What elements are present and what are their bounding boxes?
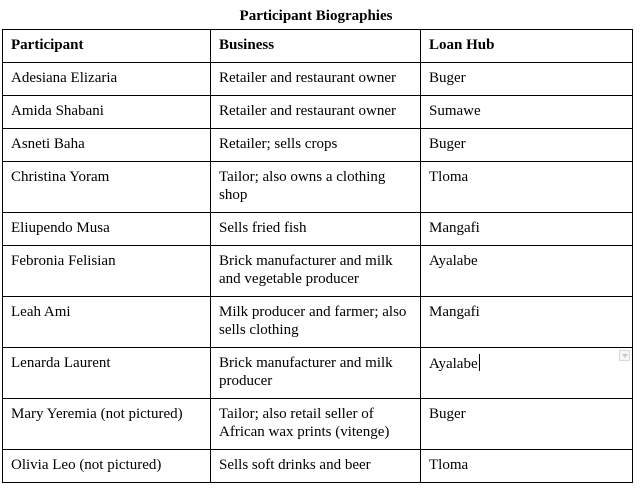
table-row [3,348,633,399]
business-cell[interactable]: Brick manufacturer and milk producer [211,348,421,399]
business-cell[interactable]: Tailor; also owns a clothing shop [211,162,421,213]
business-cell[interactable]: Tailor; also retail seller of African wax prints (vitenge) [211,399,421,450]
loan-hub-cell[interactable]: Buger [421,129,633,162]
table-row [3,63,633,96]
table-row [3,129,633,162]
loan-hub-cell[interactable]: Mangafi [421,213,633,246]
business-cell[interactable]: Retailer and restaurant owner [211,96,421,129]
loan-hub-cell[interactable]: Tloma [421,450,633,483]
loan-hub-cell[interactable]: Mangafi [421,297,633,348]
loan-hub-cell[interactable]: Ayalabe [421,246,633,297]
chevron-down-icon[interactable] [619,350,630,361]
loan-hub-cell-text: Ayalabe [429,356,478,372]
participant-cell[interactable]: Leah Ami [3,297,211,348]
participant-cell[interactable]: Asneti Baha [3,129,211,162]
participant-cell[interactable]: Adesiana Elizaria [3,63,211,96]
table-row [3,162,633,213]
business-cell[interactable]: Retailer and restaurant owner [211,63,421,96]
participant-cell[interactable]: Mary Yeremia (not pictured) [3,399,211,450]
business-cell[interactable]: Sells fried fish [211,213,421,246]
header-business: Business [211,30,421,63]
document-title: Participant Biographies [239,8,393,24]
business-cell[interactable]: Retailer; sells crops [211,129,421,162]
participant-table [2,29,633,483]
participant-cell[interactable]: Amida Shabani [3,96,211,129]
participant-cell[interactable]: Eliupendo Musa [3,213,211,246]
business-cell[interactable]: Sells soft drinks and beer [211,450,421,483]
table-row [3,246,633,297]
participant-cell[interactable]: Olivia Leo (not pictured) [3,450,211,483]
table-row [3,297,633,348]
loan-hub-cell[interactable]: Buger [421,399,633,450]
table-header-row [3,30,633,63]
text-cursor [479,354,480,371]
participant-cell[interactable]: Lenarda Laurent [3,348,211,399]
participant-cell[interactable]: Febronia Felisian [3,246,211,297]
loan-hub-cell[interactable]: Sumawe [421,96,633,129]
table-row [3,213,633,246]
participant-cell[interactable]: Christina Yoram [3,162,211,213]
business-cell[interactable]: Brick manufacturer and milk and vegetable producer [211,246,421,297]
header-loan-hub: Loan Hub [421,30,633,63]
loan-hub-cell[interactable]: Buger [421,63,633,96]
business-cell[interactable]: Milk producer and farmer; also sells clothing [211,297,421,348]
loan-hub-cell[interactable]: Tloma [421,162,633,213]
table-row [3,399,633,450]
loan-hub-cell-active[interactable] [421,348,633,399]
header-participant: Participant [3,30,211,63]
table-row [3,450,633,483]
table-row [3,96,633,129]
